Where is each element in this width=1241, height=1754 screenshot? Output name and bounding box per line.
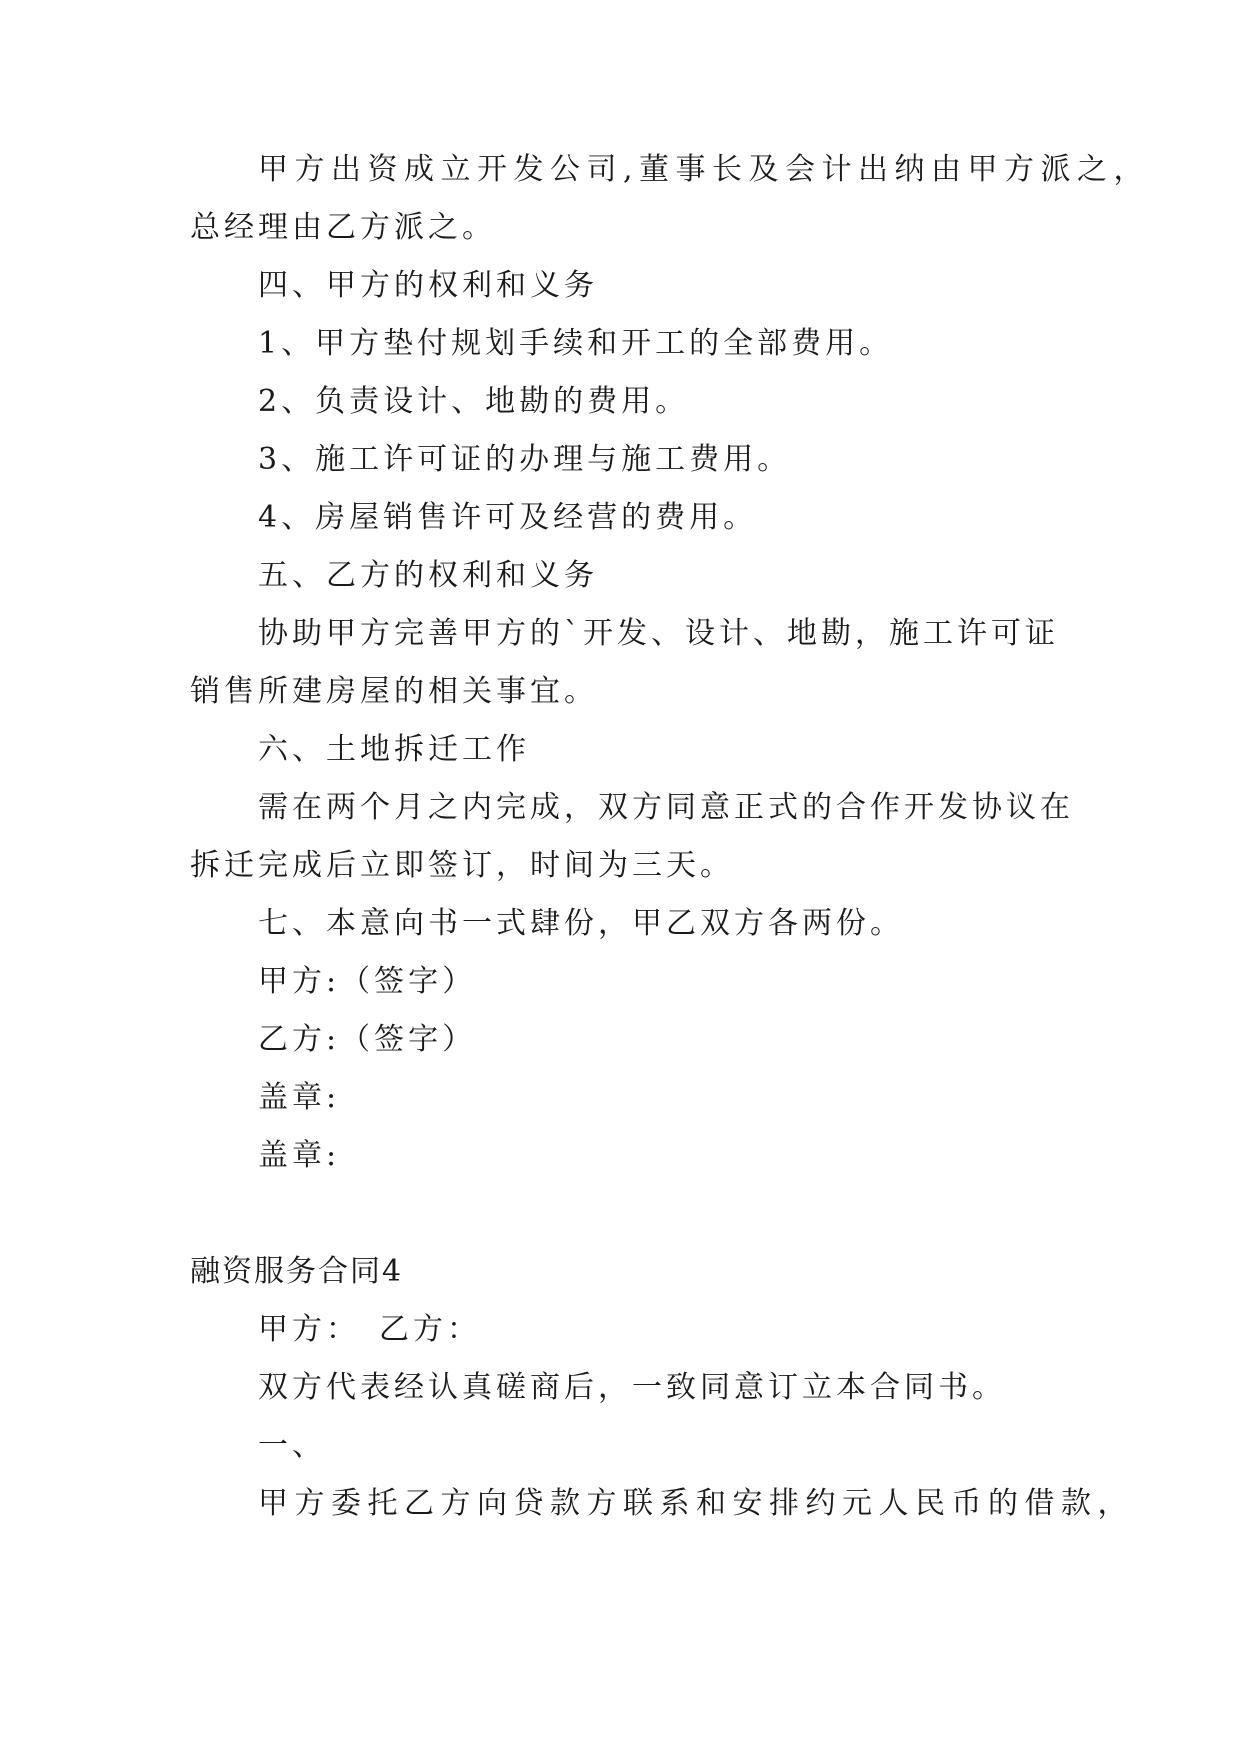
paragraph-line: 协助甲方完善甲方的`开发、设计、地勘，施工许可证 [258, 616, 1059, 651]
paragraph-line: 七、本意向书一式肆份，甲乙双方各两份。 [258, 906, 904, 941]
paragraph-line: 双方代表经认真磋商后，一致同意订立本合同书。 [258, 1370, 1006, 1405]
section-heading: 六、土地拆迁工作 [258, 732, 530, 767]
list-item: 2、负责设计、地勘的费用。 [258, 384, 690, 419]
paragraph-line: 总经理由乙方派之。 [190, 210, 496, 245]
paragraph-line: 需在两个月之内完成，双方同意正式的合作开发协议在 [258, 790, 1074, 825]
list-item: 4、房屋销售许可及经营的费用。 [258, 500, 758, 535]
paragraph-line: 甲方出资成立开发公司,董事长及会计出纳由甲方派之， [258, 152, 1151, 187]
seal-line: 盖章: [258, 1080, 341, 1115]
paragraph-line: 拆迁完成后立即签订，时间为三天。 [190, 848, 734, 883]
paragraph-line: 甲方委托乙方向贷款方联系和安排约元人民币的借款， [258, 1486, 1134, 1521]
section-heading: 五、乙方的权利和义务 [258, 558, 598, 593]
section-heading: 四、甲方的权利和义务 [258, 268, 598, 303]
signature-line: 甲方:（签字） [258, 964, 477, 999]
signature-line: 乙方:（签字） [258, 1022, 477, 1057]
section-title: 融资服务合同4 [190, 1254, 404, 1289]
list-item: 1、甲方垫付规划手续和开工的全部费用。 [258, 326, 894, 361]
seal-line: 盖章: [258, 1138, 341, 1173]
paragraph-line: 销售所建房屋的相关事宜。 [190, 674, 598, 709]
list-item: 3、施工许可证的办理与施工费用。 [258, 442, 792, 477]
party-line: 甲方： 乙方： [258, 1312, 481, 1347]
clause-number: 一、 [258, 1428, 326, 1463]
